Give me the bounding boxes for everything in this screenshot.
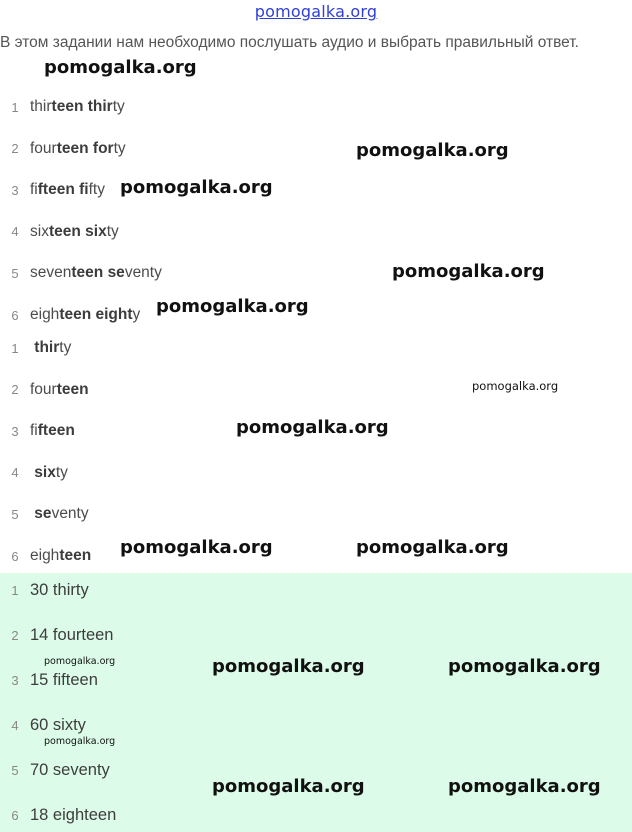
plain-part: thir xyxy=(30,98,52,115)
item-number: 3 xyxy=(11,182,19,198)
item-number: 5 xyxy=(11,762,19,778)
answer-text: 30 thirty xyxy=(30,580,89,599)
list-item xyxy=(0,134,126,164)
list-item xyxy=(0,92,125,122)
item-number: 3 xyxy=(11,423,19,439)
emphasized-part: teen xyxy=(51,98,84,115)
item-number: 2 xyxy=(11,141,19,157)
emphasized-part: six xyxy=(85,222,107,240)
item-text xyxy=(30,422,75,440)
answer-text: 14 fourteen xyxy=(30,625,114,644)
item-number: 2 xyxy=(11,627,19,643)
item-number: 4 xyxy=(11,465,19,481)
item-number: 2 xyxy=(11,382,19,398)
emphasized-part: thir xyxy=(87,98,113,115)
item-text xyxy=(30,547,91,565)
emphasized-part: fi xyxy=(79,181,89,199)
emphasized-part: six xyxy=(30,463,56,481)
watermark: pomogalka.org xyxy=(236,417,389,438)
plain-part: ty xyxy=(112,98,125,115)
watermark: pomogalka.org xyxy=(120,537,273,558)
answer-item xyxy=(0,575,89,605)
plain-part: fty xyxy=(88,181,105,199)
list-item xyxy=(0,458,68,488)
list-item xyxy=(0,375,89,405)
plain-part: ty xyxy=(113,139,126,157)
emphasized-part: teen xyxy=(56,380,89,398)
watermark: pomogalka.org xyxy=(448,656,601,677)
task-intro: В этом задании нам необходимо послушать аудио и выбрать правильный ответ. xyxy=(0,34,579,51)
item-number: 4 xyxy=(11,224,19,240)
item-number: 1 xyxy=(11,340,19,356)
plain-part: venty xyxy=(124,264,162,282)
plain-part: seven xyxy=(30,264,72,282)
item-text xyxy=(30,464,68,482)
answer-item xyxy=(0,800,116,830)
list-item xyxy=(0,217,119,247)
emphasized-part: for xyxy=(92,139,114,157)
watermark: pomogalka.org xyxy=(212,776,365,797)
watermark: pomogalka.org xyxy=(448,776,601,797)
item-text xyxy=(30,223,119,241)
emphasized-part: se xyxy=(30,505,52,523)
emphasized-part: teen xyxy=(59,547,92,564)
answer-text: 15 fifteen xyxy=(30,670,98,689)
emphasized-part: teen xyxy=(56,139,89,157)
item-text xyxy=(30,381,89,399)
emphasized-part: se xyxy=(107,264,125,282)
plain-part: fi xyxy=(30,422,38,440)
watermark: pomogalka.org xyxy=(156,296,309,317)
answer-item xyxy=(0,665,98,695)
list-item xyxy=(0,300,140,330)
watermark: pomogalka.org xyxy=(356,537,509,558)
emphasized-part: teen xyxy=(71,264,104,282)
emphasized-part: teen xyxy=(48,222,81,240)
item-number: 1 xyxy=(11,582,19,598)
item-number: 4 xyxy=(11,717,19,733)
watermark: pomogalka.org xyxy=(44,57,197,78)
plain-part: six xyxy=(30,222,49,240)
item-text xyxy=(30,98,125,116)
list-item xyxy=(0,416,75,446)
emphasized-part: fteen xyxy=(37,422,75,440)
watermark: pomogalka.org xyxy=(392,261,545,282)
list-item xyxy=(0,333,71,363)
plain-part: ty xyxy=(59,339,72,356)
item-number: 1 xyxy=(11,99,19,115)
item-text xyxy=(30,306,140,324)
answer-item xyxy=(0,620,113,650)
item-text xyxy=(30,264,162,282)
watermark: pomogalka.org xyxy=(120,177,273,198)
emphasized-part: fteen xyxy=(37,181,75,199)
answer-item xyxy=(0,755,110,785)
emphasized-part: thir xyxy=(30,339,60,356)
plain-part: four xyxy=(30,139,57,157)
watermark: pomogalka.org xyxy=(356,140,509,161)
item-text xyxy=(30,505,89,523)
watermark: pomogalka.org xyxy=(212,656,365,677)
item-text xyxy=(30,181,105,199)
site-link[interactable]: pomogalka.org xyxy=(254,2,378,21)
list-item xyxy=(0,258,162,288)
plain-part: four xyxy=(30,380,57,398)
plain-part: venty xyxy=(51,505,89,523)
item-number: 3 xyxy=(11,672,19,688)
plain-part: ty xyxy=(106,222,119,240)
item-number: 6 xyxy=(11,307,19,323)
list-item xyxy=(0,541,91,571)
plain-part: y xyxy=(132,306,141,323)
plain-part: ty xyxy=(55,463,68,481)
list-item xyxy=(0,499,89,529)
item-number: 5 xyxy=(11,265,19,281)
item-number: 6 xyxy=(11,807,19,823)
emphasized-part: teen xyxy=(59,306,92,323)
plain-part: eigh xyxy=(30,306,60,323)
watermark: pomogalka.org xyxy=(472,379,559,393)
watermark: pomogalka.org xyxy=(44,736,116,747)
list-item xyxy=(0,175,105,205)
plain-part: eigh xyxy=(30,547,60,564)
answer-text: 70 seventy xyxy=(30,760,110,779)
plain-part: fi xyxy=(30,181,38,199)
emphasized-part: eight xyxy=(95,306,133,323)
item-text xyxy=(30,339,71,357)
answer-text: 18 eighteen xyxy=(30,805,117,824)
answer-text: 60 sixty xyxy=(30,715,86,734)
item-text xyxy=(30,140,126,158)
item-number: 5 xyxy=(11,506,19,522)
item-number: 6 xyxy=(11,548,19,564)
watermark: pomogalka.org xyxy=(44,656,116,667)
